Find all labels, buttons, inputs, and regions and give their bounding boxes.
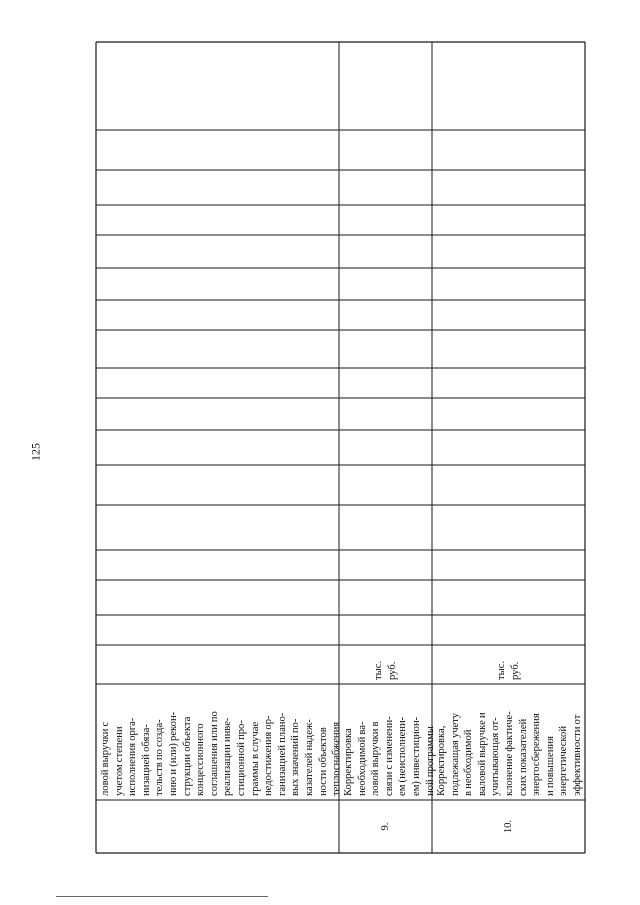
value-cell: [96, 330, 339, 368]
parameter-text-line: теплоснабжения: [331, 721, 343, 796]
parameter-text-line: стиционной про-: [235, 720, 247, 796]
parameter-text-line: ем) инвестицион-: [410, 716, 422, 796]
page-number: 125: [28, 443, 43, 461]
unit-cell: [432, 645, 585, 684]
value-cell: [339, 130, 432, 170]
parameter-text-line: нию и (или) рекон-: [167, 711, 179, 796]
row-number: 10.: [502, 819, 514, 834]
parameter-text-line: ганизацией плано-: [276, 712, 288, 796]
parameter-cell: [339, 684, 436, 800]
value-cell: [96, 505, 339, 550]
parameter-text-line: учетом степени: [113, 726, 125, 796]
parameter-text-line: ной программы: [424, 726, 436, 796]
parameter-cell: [432, 684, 585, 800]
parameter-text: [99, 688, 344, 796]
value-cell: [339, 615, 432, 645]
parameter-text-line: Корректировка,: [436, 725, 447, 796]
parameter-text-line: клонение фактиче-: [503, 711, 515, 796]
parameter-cell: [96, 684, 343, 800]
value-cell: [432, 268, 585, 300]
parameter-text-line: ности объектов: [317, 727, 329, 796]
value-cell: [96, 615, 339, 645]
parameter-text-line: казателей надеж-: [303, 719, 315, 796]
value-cell: [339, 300, 432, 330]
value-cell: [432, 465, 585, 505]
parameter-text-line: ловой выручки в: [370, 721, 382, 796]
parameter-text-line: связи с изменени-: [383, 716, 395, 796]
value-cell: [432, 300, 585, 330]
value-cell: [96, 205, 339, 235]
value-cell: [432, 615, 585, 645]
unit-text: тыс. руб.: [495, 660, 521, 680]
value-cell: [96, 300, 339, 330]
parameter-text-line: и повышения: [544, 736, 556, 796]
row-number-cell: [339, 800, 432, 853]
parameter-text-line: ем (неисполнени-: [397, 716, 409, 796]
value-cell: [96, 268, 339, 300]
value-cell: [339, 580, 432, 615]
value-cell: [432, 235, 585, 268]
value-cell: [432, 170, 585, 205]
value-cell: [339, 550, 432, 580]
value-cell: [432, 580, 585, 615]
parameter-text-line: исполнения орга-: [127, 717, 139, 796]
value-cell: [339, 398, 432, 430]
parameter-text-line: подлежащая учету: [449, 712, 461, 796]
parameter-text-line: энергетической: [558, 726, 570, 796]
footer-rule: [56, 896, 268, 897]
parameter-text-line: низацией обяза-: [140, 724, 152, 796]
value-cell: [432, 430, 585, 465]
parameter-text-line: ловой выручки с: [100, 721, 111, 796]
value-cell: [339, 465, 432, 505]
row-number-cell: [432, 800, 585, 853]
value-cell: [432, 505, 585, 550]
value-cell: [96, 368, 339, 398]
value-cell: [96, 235, 339, 268]
unit-text: тыс. руб.: [372, 660, 398, 680]
value-cell: [96, 580, 339, 615]
unit-cell: [96, 645, 339, 684]
value-cell: [339, 505, 432, 550]
parameter-text-line: реализации инве-: [222, 717, 234, 796]
value-cell: [96, 130, 339, 170]
parameter-text-line: вых значений по-: [290, 718, 302, 796]
unit-cell: [339, 645, 432, 684]
parameter-text-line: эффективности от: [571, 714, 583, 796]
parameter-text-line: концессионного: [195, 723, 207, 796]
value-cell: [339, 205, 432, 235]
value-cell: [96, 170, 339, 205]
parameter-text-line: Корректировка: [343, 728, 354, 796]
parameter-text-line: соглашения или по: [208, 711, 220, 796]
value-cell: [339, 430, 432, 465]
parameter-text-line: учитывающая от-: [490, 717, 502, 796]
row-number-cell: [96, 800, 339, 853]
parameter-text-line: валовой выручке и: [476, 712, 488, 796]
parameter-text-line: струкции объекта: [181, 716, 193, 796]
value-cell: [339, 170, 432, 205]
value-cell: [96, 550, 339, 580]
parameter-text: [342, 688, 437, 796]
parameter-text-line: граммы в случае: [249, 721, 261, 796]
value-cell: [432, 330, 585, 368]
value-cell: [339, 368, 432, 398]
parameter-text-line: тельств по созда-: [154, 719, 166, 796]
parameter-text-line: в необходимой: [463, 729, 475, 796]
value-cell: [432, 130, 585, 170]
value-cell: [339, 235, 432, 268]
parameter-text-line: ских показателей: [517, 718, 529, 796]
value-cell: [432, 550, 585, 580]
parameter-text-line: недостижения ор-: [263, 715, 275, 796]
parameter-text: [435, 688, 585, 796]
row-number: 9.: [379, 822, 391, 831]
value-cell: [96, 398, 339, 430]
value-cell: [339, 268, 432, 300]
value-cell: [432, 368, 585, 398]
value-cell: [339, 330, 432, 368]
value-cell: [96, 430, 339, 465]
value-cell: [96, 465, 339, 505]
value-cell: [432, 398, 585, 430]
parameter-text-line: энергосбережения: [531, 713, 543, 796]
value-cell: [432, 205, 585, 235]
parameter-text-line: необходимой ва-: [356, 721, 368, 796]
